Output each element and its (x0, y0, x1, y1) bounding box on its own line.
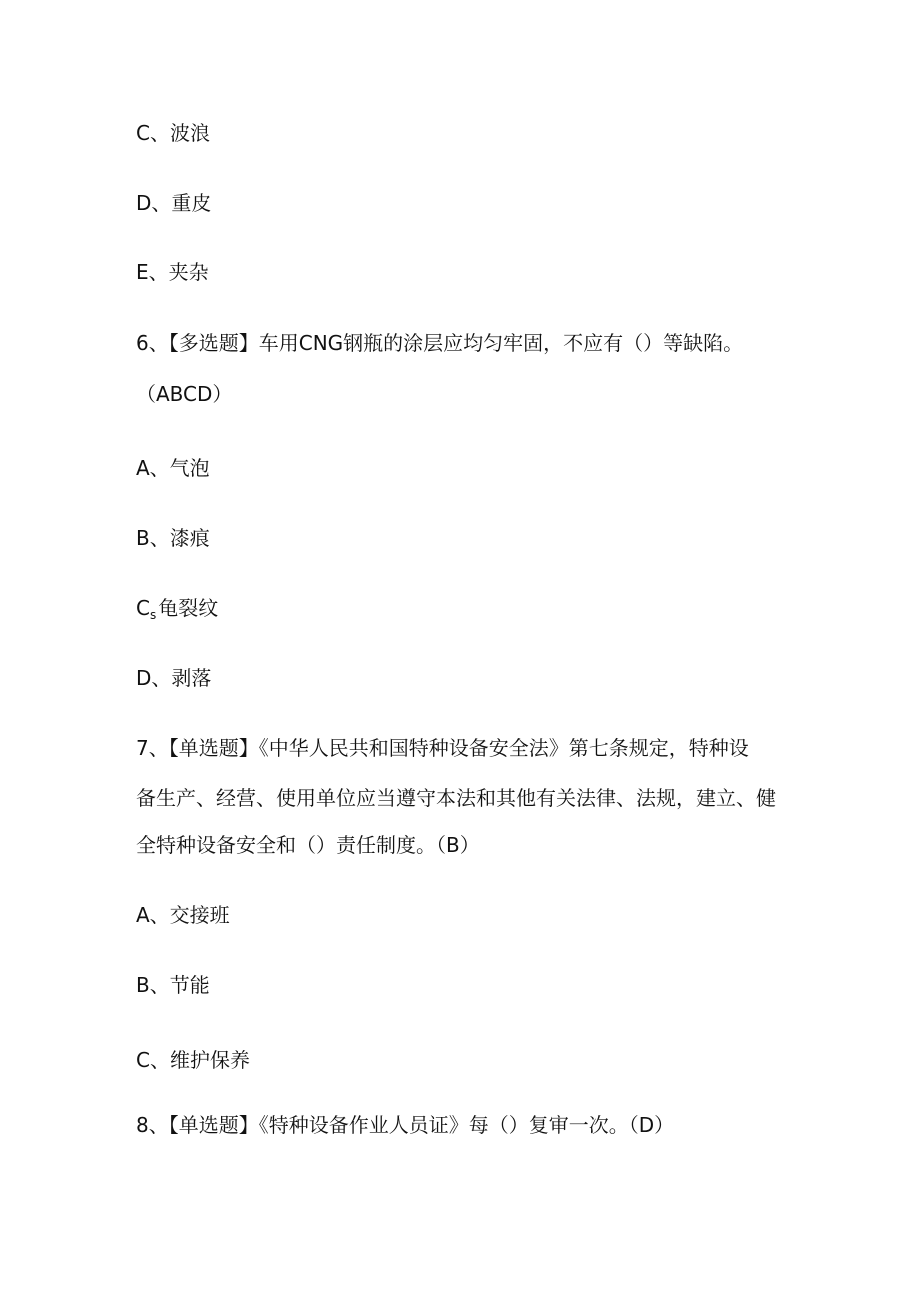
q7-option-b: B、节能 (136, 973, 210, 997)
q6-option-d: D、剥落 (136, 666, 212, 690)
q6-stem-line-2: （ABCD） (136, 382, 233, 406)
q7-stem-line-1: 7、【单选题】《中华人民共和国特种设备安全法》第七条规定，特种设 (136, 736, 749, 760)
q6-option-a: A、气泡 (136, 456, 210, 480)
q6-option-c-subscript: s (149, 608, 157, 622)
q8-stem-line-1: 8、【单选题】《特种设备作业人员证》每（）复审一次。（D） (136, 1113, 675, 1137)
q6-option-c-text: 龟裂纹 (158, 596, 219, 620)
q7-stem-line-2: 备生产、经营、使用单位应当遵守本法和其他有关法律、法规，建立、健 (136, 786, 776, 810)
q6-stem-line-1: 6、【多选题】车用CNG钢瓶的涂层应均匀牢固，不应有（）等缺陷。 (136, 331, 744, 355)
q6-option-c-letter: C (136, 596, 150, 620)
q5-option-d: D、重皮 (136, 191, 212, 215)
q6-option-b: B、漆痕 (136, 526, 210, 550)
q7-option-a: A、交接班 (136, 903, 230, 927)
q5-option-e: E、夹杂 (136, 260, 209, 284)
q6-option-c (136, 595, 218, 628)
q5-option-c: C、波浪 (136, 121, 210, 145)
q7-stem-line-3: 全特种设备安全和（）责任制度。（B） (136, 833, 480, 857)
q7-option-c: C、维护保养 (136, 1048, 250, 1072)
